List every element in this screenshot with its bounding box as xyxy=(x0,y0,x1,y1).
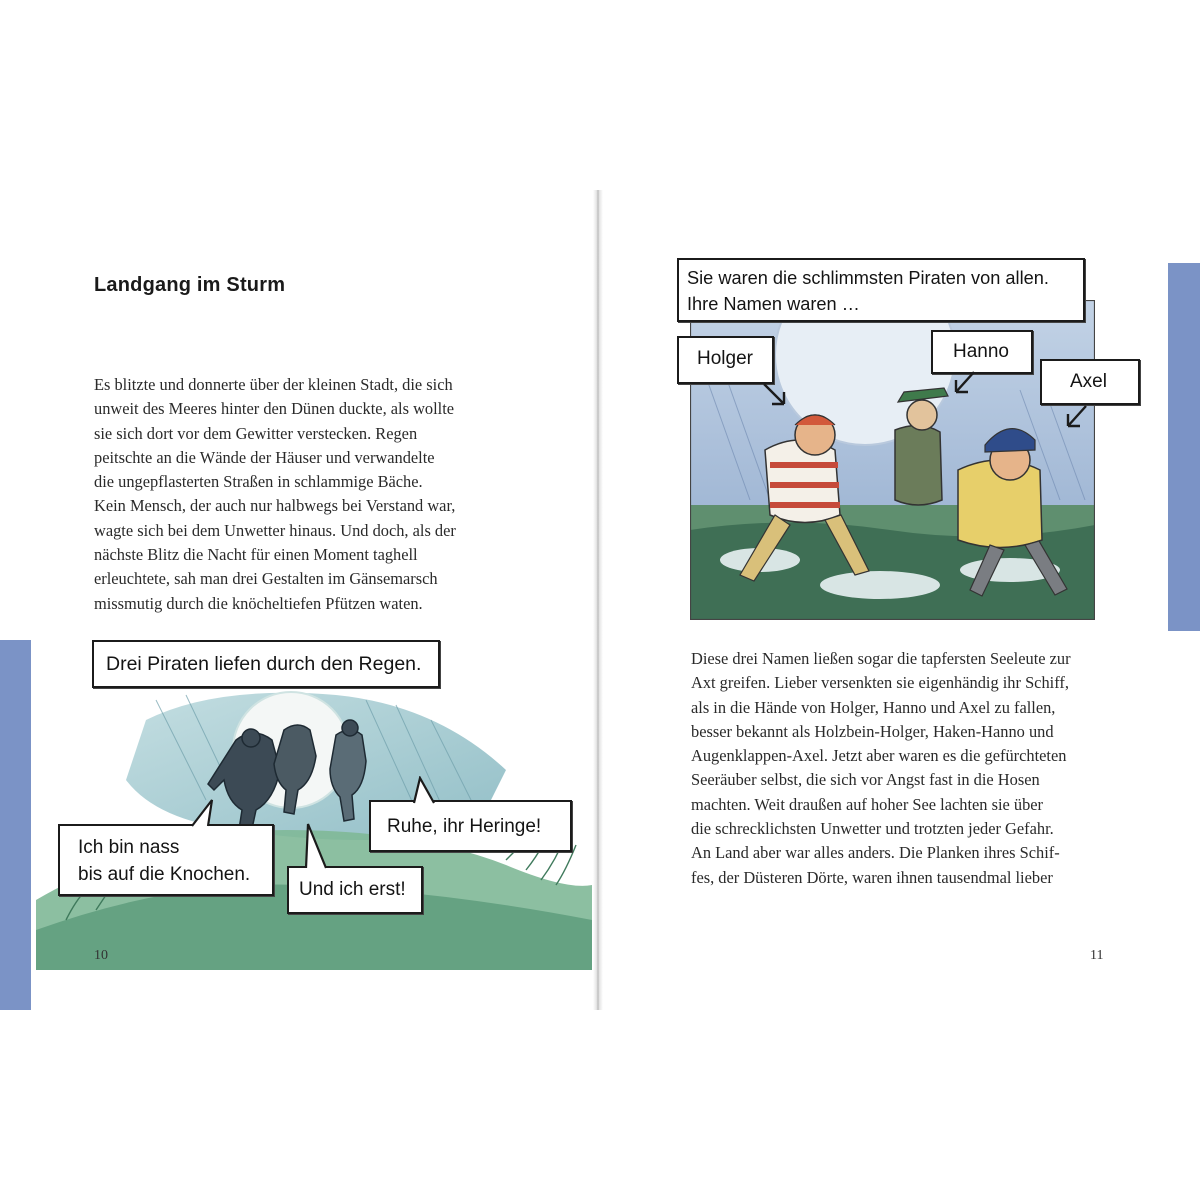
bubble-line: Ich bin nass xyxy=(78,837,180,858)
speech-bubble-wet xyxy=(58,824,274,896)
caption-line: Ihre Namen waren … xyxy=(687,294,860,314)
right-page-tab xyxy=(1168,263,1200,631)
bubble-text: Und ich erst! xyxy=(299,879,406,900)
text-line: sie sich dort vor dem Gewitter verstecken. Regen xyxy=(94,423,418,443)
bubble-text: Ruhe, ihr Heringe! xyxy=(387,816,542,837)
text-line: Kein Mensch, der auch nur halbwegs bei Verstand war, xyxy=(94,496,456,516)
page-number-right: 11 xyxy=(1090,948,1104,963)
name-label-hanno xyxy=(931,330,1033,374)
text-line: Seeräuber selbst, die sich vor Angst fast in die Hosen xyxy=(691,770,1040,790)
caption-box-right xyxy=(677,258,1085,322)
text-line: Diese drei Namen ließen sogar die tapfersten Seeleute zur xyxy=(691,649,1071,668)
speech-bubble-quiet xyxy=(369,800,572,852)
right-paragraph xyxy=(691,647,1071,890)
text-line: wagte sich bei dem Unwetter hinaus. Und doch, als der xyxy=(94,520,456,540)
arrow-hanno-icon xyxy=(950,368,980,398)
text-line: An Land aber war alles anders. Die Planken ihres Schif- xyxy=(691,843,1060,863)
text-line: die ungepflasterten Straßen in schlammige Bäche. xyxy=(94,472,423,492)
bubble-tail-wet xyxy=(188,798,218,828)
bubble-tail-quiet xyxy=(410,776,440,804)
text-line: erleuchtete, sah man drei Gestalten im Gänsemarsch xyxy=(94,569,438,589)
speech-bubble-me-too xyxy=(287,866,423,914)
name-label-axel xyxy=(1040,359,1140,405)
text-line: als in die Hände von Holger, Hanno und Axel zu fallen, xyxy=(691,697,1056,717)
text-line: fes, der Düsteren Dörte, waren ihnen tausendmal lieber xyxy=(691,867,1053,887)
page-number-left: 10 xyxy=(94,948,108,963)
text-line: unweit des Meeres hinter den Dünen duckte, als wollte xyxy=(94,399,455,419)
name-text: Holger xyxy=(697,348,753,369)
caption-line: Sie waren die schlimmsten Piraten von allen. xyxy=(687,268,1049,288)
left-paragraph xyxy=(94,373,456,616)
arrow-holger-icon xyxy=(760,380,790,410)
bubble-line: bis auf die Knochen. xyxy=(78,864,251,885)
bubble-tail-me-too xyxy=(300,822,330,870)
text-line: besser bekannt als Holzbein-Holger, Haken-Hanno und xyxy=(691,721,1054,741)
text-line: Augenklappen-Axel. Jetzt aber waren es die gefürchteten xyxy=(691,746,1067,766)
caption-text: Drei Piraten liefen durch den Regen. xyxy=(106,653,422,675)
name-text: Hanno xyxy=(953,341,1009,362)
arrow-axel-icon xyxy=(1062,402,1092,432)
text-line: nächste Blitz die Nacht für einen Moment taghell xyxy=(94,545,418,565)
text-line: machten. Weit draußen auf hoher See lachten sie über xyxy=(691,794,1043,814)
text-line: die schrecklichsten Unwetter und trotzten jeder Gefahr. xyxy=(691,819,1054,839)
book-gutter xyxy=(593,190,603,1010)
chapter-title: Landgang im Sturm xyxy=(94,274,286,296)
name-text: Axel xyxy=(1070,371,1107,392)
name-label-holger xyxy=(677,336,774,384)
text-line: peitschte an die Wände der Häuser und verwandelte xyxy=(94,447,435,467)
caption-box-left xyxy=(92,640,440,688)
text-line: Axt greifen. Lieber versenkten sie eigenhändig ihr Schiff, xyxy=(691,673,1069,693)
left-page-tab xyxy=(0,640,31,1010)
text-line: Es blitzte und donnerte über der kleinen Stadt, die sich xyxy=(94,375,453,394)
text-line: missmutig durch die knöcheltiefen Pfützen waten. xyxy=(94,593,423,613)
